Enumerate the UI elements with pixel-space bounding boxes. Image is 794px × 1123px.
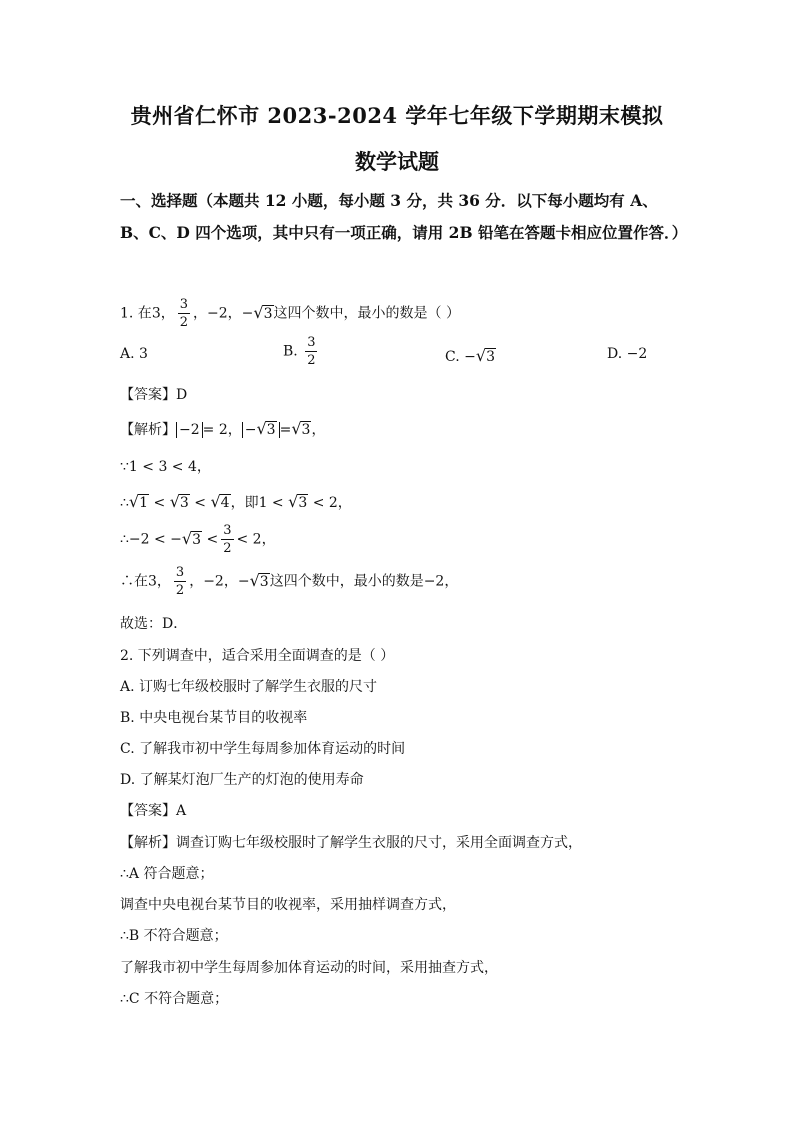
analysis-label: 【解析】 <box>120 422 176 438</box>
minus: − <box>244 422 257 438</box>
radical-sign: √ <box>210 492 221 511</box>
equation-part: < 2， <box>236 531 276 548</box>
less-than: < <box>149 495 170 511</box>
q2-option-d: D. 了解某灯泡厂生产的灯泡的使用寿命 <box>120 772 364 788</box>
q1-sep: ， <box>193 305 208 322</box>
radical-sign: √ <box>253 302 264 322</box>
option-label: C. <box>445 349 460 365</box>
q1-analysis-line-1 <box>120 419 325 439</box>
radicand: 3 <box>192 531 202 548</box>
q2-option-a: A. 订购七年级校服时了解学生衣服的尺寸 <box>120 679 378 695</box>
q2-option-b: B. 中央电视台某节目的收视率 <box>120 710 308 726</box>
q1-minus: − <box>241 305 254 322</box>
page-title: 贵州省仁怀市 2023-2024 学年七年级下学期期末模拟 <box>130 103 664 128</box>
separator: ， <box>227 422 242 438</box>
equation-part: ，即1 < <box>230 495 289 511</box>
radicand: 1 <box>139 495 149 511</box>
sqrt <box>182 529 202 548</box>
q1-prefix: 1. 在 <box>120 305 152 322</box>
q2-analysis-line-1: 【解析】调查订购七年级校服时了解学生衣服的尺寸，采用全面调查方式， <box>120 835 582 851</box>
option-value: 3 <box>139 346 148 362</box>
q2-analysis-line-3: 调查中央电视台某节目的收视率，采用抽样调查方式， <box>120 897 456 913</box>
q1-answer: 【答案】D <box>120 387 188 403</box>
radical-sign: √ <box>181 528 193 548</box>
less-than: < <box>189 495 211 511</box>
sqrt <box>256 419 276 438</box>
sqrt <box>288 492 308 511</box>
q1-option-a <box>120 346 148 362</box>
option-label: B. <box>283 343 298 360</box>
q2-answer: 【答案】A <box>120 803 187 819</box>
fraction-numerator: 3 <box>307 335 316 350</box>
q1-suffix: 这四个数中，最小的数是（ ） <box>273 305 460 322</box>
q1-analysis-line-2: ∵1 < 3 < 4， <box>120 459 211 475</box>
q1-analysis-line-4 <box>120 524 276 555</box>
option-value: −2 <box>626 346 648 362</box>
sqrt <box>291 419 311 438</box>
q1-number-3: 3 <box>151 305 161 322</box>
q1-option-d <box>607 346 647 362</box>
radicand: 3 <box>486 349 495 365</box>
radicand: 3 <box>179 495 189 511</box>
q2-analysis-line-5: 了解我市初中学生每周参加体育运动的时间，采用抽查方式， <box>120 960 498 976</box>
option-sqrt <box>476 346 496 365</box>
q1-option-b <box>283 336 320 367</box>
equation-part: ∴在3， <box>120 573 171 590</box>
fraction-denominator: 2 <box>175 583 185 598</box>
equation-part: ，−2，− <box>189 573 250 590</box>
sqrt <box>129 492 149 511</box>
equation-part: 这四个数中，最小的数是−2， <box>269 573 459 590</box>
therefore: ∴ <box>120 495 129 511</box>
fraction-numerator: 3 <box>223 523 232 538</box>
fraction <box>221 524 233 555</box>
q1-sep: ， <box>160 305 175 322</box>
equation-part: ∴−2 < − <box>120 531 182 548</box>
radicand: 3 <box>263 305 273 322</box>
equation-part: = 2 <box>202 422 228 438</box>
radical-sign: √ <box>256 419 267 438</box>
sqrt <box>210 492 230 511</box>
less-than: < <box>202 531 219 548</box>
sqrt <box>170 492 190 511</box>
fraction-numerator: 3 <box>175 565 185 580</box>
absolute-value <box>242 419 280 438</box>
q1-sep: ， <box>227 305 242 322</box>
q1-analysis-line-5 <box>120 566 458 597</box>
option-label: A. <box>120 346 135 362</box>
radical-sign: √ <box>291 419 302 438</box>
q1-sqrt <box>253 303 273 322</box>
fraction-denominator: 2 <box>307 353 316 368</box>
separator: ， <box>311 422 326 438</box>
q1-analysis-line-3 <box>120 492 352 512</box>
q1-option-c <box>445 346 496 365</box>
option-minus: − <box>464 349 476 365</box>
q2-analysis-line-4: ∴B 不符合题意； <box>120 928 228 944</box>
radical-sign: √ <box>249 570 260 590</box>
fraction <box>174 566 186 597</box>
radical-sign: √ <box>475 346 487 365</box>
section-instructions: 一、选择题（本题共 12 小题，每小题 3 分，共 36 分．以下每小题均有 A、B、C、D 四个选项，其中只有一项正确，请用 2B 铅笔在答题卡相应位置作答．） <box>120 191 688 242</box>
sqrt <box>250 571 270 590</box>
absolute-value: −2 <box>176 422 203 438</box>
radical-sign: √ <box>128 492 140 511</box>
radicand: 3 <box>301 422 311 438</box>
equals: = <box>279 422 292 438</box>
fraction-denominator: 2 <box>223 541 232 556</box>
question-1-stem <box>120 298 460 329</box>
equation-part: < 2， <box>308 495 352 511</box>
radical-sign: √ <box>288 492 299 511</box>
radicand: 3 <box>259 573 269 590</box>
radicand: 3 <box>266 422 276 438</box>
q2-option-c: C. 了解我市初中学生每周参加体育运动的时间 <box>120 741 406 757</box>
fraction-denominator: 2 <box>179 315 189 330</box>
option-label: D. <box>607 346 623 362</box>
q1-analysis-line-6: 故选：D． <box>120 616 188 632</box>
q1-fraction <box>178 298 190 329</box>
q2-analysis-line-2: ∴A 符合题意； <box>120 866 214 882</box>
radical-sign: √ <box>169 492 180 511</box>
radicand: 4 <box>220 495 230 511</box>
option-fraction <box>305 336 317 367</box>
page-subtitle: 数学试题 <box>355 149 439 174</box>
q2-analysis-line-6: ∴C 不符合题意； <box>120 991 229 1007</box>
question-2-stem: 2. 下列调查中，适合采用全面调查的是（ ） <box>120 648 395 664</box>
fraction-numerator: 3 <box>179 297 189 312</box>
q1-number-neg2: −2 <box>207 305 228 322</box>
radicand: 3 <box>298 495 308 511</box>
